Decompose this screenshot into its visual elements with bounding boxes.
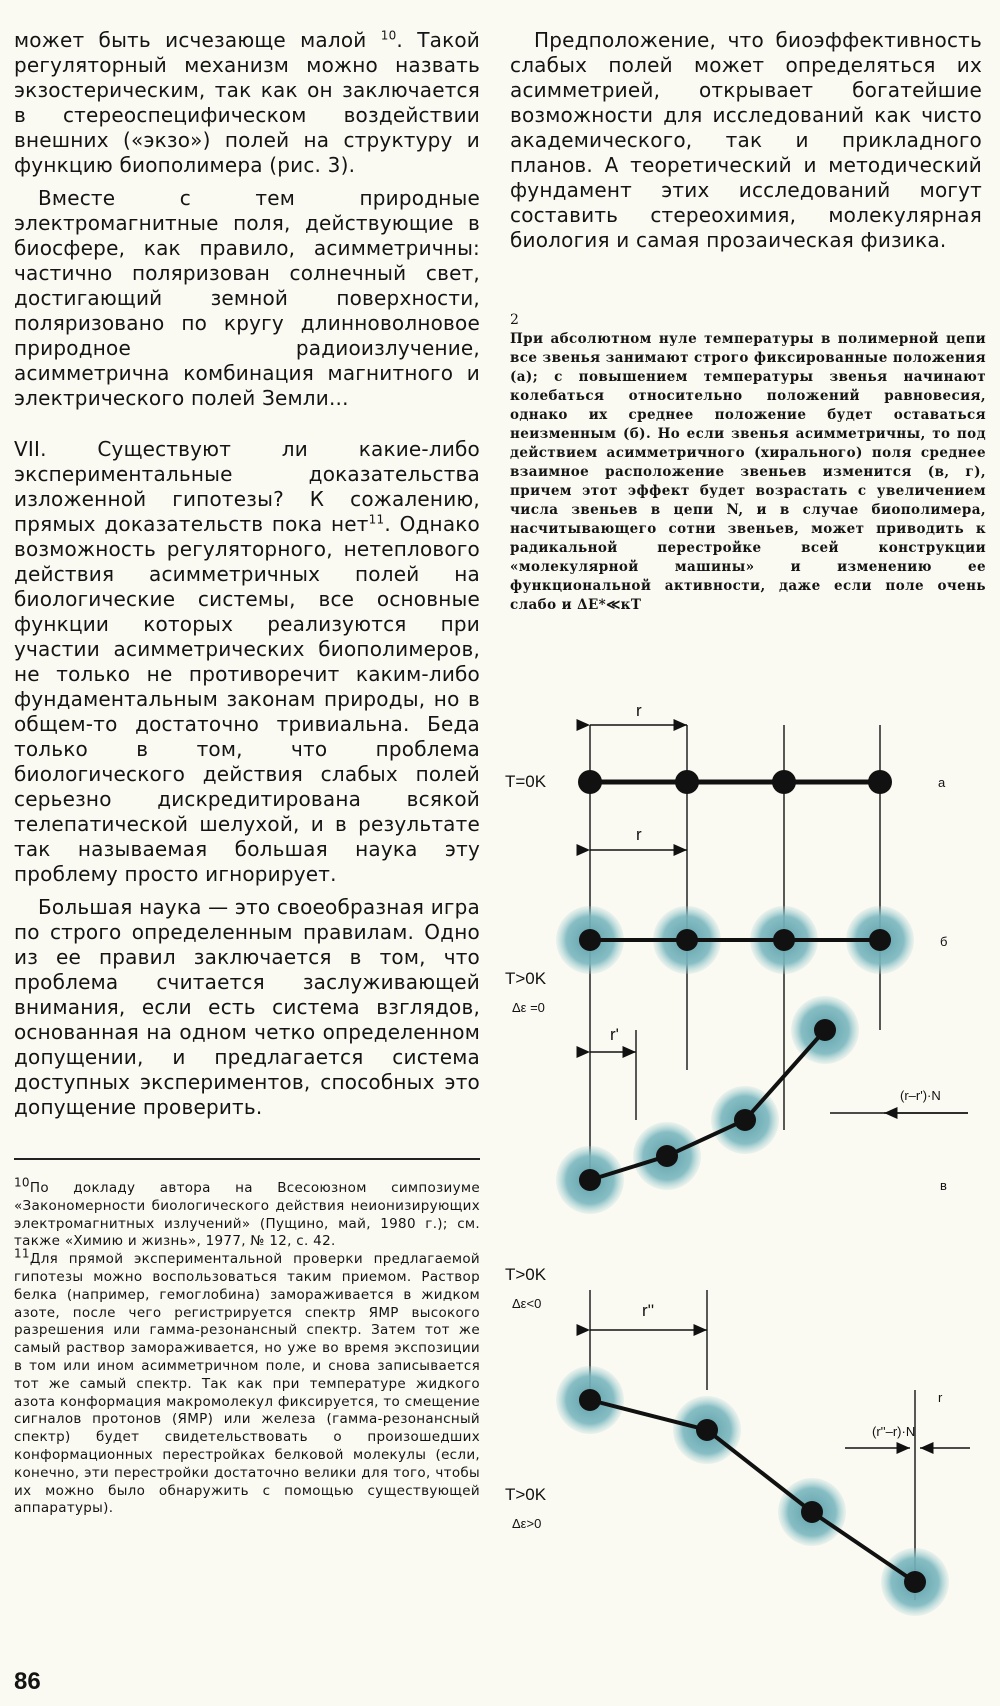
node-g-4 <box>904 1571 926 1593</box>
section-vii-paragraph <box>14 437 480 887</box>
footnote-11-number: 11 <box>14 1246 30 1261</box>
node-b-4 <box>869 929 891 951</box>
node-g-2 <box>696 1419 718 1441</box>
label-r-b: r <box>636 825 642 844</box>
footnote-10-number: 10 <box>14 1175 30 1190</box>
label-a: a <box>938 775 946 790</box>
node-g-3 <box>801 1501 823 1523</box>
figure-caption-text: При абсолютном нуле температуры в полимерной цепи все звенья занимают строго фиксированные положения (а); с повышением температуры звенья начинают колебаться относительно положений равновесия, однако их среднее положение будет оставаться неизменным (б). Но если звенья асимметричны, то под действием асимметричного (хирального) поля среднее взаимное расположение звеньев изменится (в, г), причем этот эффект будет возрастать с увеличением числа звеньев в цепи N, и в случае биополимера, насчитывающего сотни звеньев, может приводить к радикальной перестройке всей конструкции «молекулярной машины» и изменению ее функциональной активности, даже если поле очень слабо и ΔE*≪кT <box>510 331 986 613</box>
left-column <box>14 28 480 1128</box>
node-b-1 <box>579 929 601 951</box>
node-v-1 <box>579 1169 601 1191</box>
label-r-dprime: r'' <box>642 1301 655 1320</box>
node-b-3 <box>773 929 795 951</box>
label-t-zero: T=0K <box>505 772 547 791</box>
node-v-2 <box>656 1145 678 1167</box>
paragraph-2: Вместе с тем природные электромагнитные поля, действующие в биосфере, как правило, асимметричны: частично поляризован солнечный свет, достигающий земной поверхности, поляризовано по кругу длинноволновое природное радиоизлучение, асимметрична комбинация магнитного и электрического полей Земли... <box>14 186 480 410</box>
label-v: в <box>940 1178 947 1193</box>
label-r-prime: r' <box>610 1025 619 1044</box>
label-t-v: T>0K <box>505 1265 547 1284</box>
node-a-3 <box>772 770 796 794</box>
node-a-2 <box>675 770 699 794</box>
footnote-ref-10[interactable]: 10 <box>380 28 397 43</box>
label-r-side: r <box>938 1390 943 1405</box>
section-vii-text: VII. Существуют ли какие-либо экспериментальные доказательства изложенной гипотезы? К сожалению, прямых доказательств пока нет <box>14 437 480 536</box>
footnote-ref-11[interactable]: 11 <box>368 512 385 527</box>
label-b: б <box>940 934 948 949</box>
paragraph-4: Большая наука — это своеобразная игра по строго определенным правилам. Одно из ее правил заключается в том, что проблема считается заслуживающей внимания, если есть система взглядов, основанная на одном четко определенном допущении, и предлагается система доступных экспериментов, способных это допущение проверить. <box>14 895 480 1119</box>
polymer-chain-diagram <box>500 700 990 1660</box>
label-delta-b: Δε =0 <box>512 1000 545 1015</box>
right-paragraph-1: Предположение, что биоэффективность слабых полей может определяться их асимметрией, открывает богатейшие возможности для исследований как чисто академического, так и прикладного планов. А теоретический и методический фундамент этих исследований могут составить стереохимия, молекулярная биология и самая прозаическая физика. <box>510 28 982 252</box>
footnote-divider <box>14 1158 480 1160</box>
figure-number: 2 <box>510 312 519 328</box>
footnote-11-text: Для прямой экспериментальной проверки предлагаемой гипотезы можно воспользоваться таким приемом. Раствор белка (например, гемоглобина) замораживается в жидком азоте, после чего регистрируется спектр ЯМР высокого разрешения или гамма-резонансный спектр. Затем тот же самый раствор замораживается, но уже во время экспозиции в том или ином асимметричном поле, и снова записывается тот же самый спектр. Так как при температуре жидкого азота конформация макромолекул фиксируется, то смещение сигналов протонов (ЯМР) или железа (гамма-резонансный спектр) будет свидетельствовать о произошедших конформационных перестройках белковой молекулы (если, конечно, эти перестройки достаточно велики для того, чтобы их можно было обнаружить с помощью существующей аппаратуры). <box>14 1251 480 1517</box>
node-a-4 <box>868 770 892 794</box>
figure-caption <box>510 312 986 615</box>
label-delta-g: Δε>0 <box>512 1516 542 1531</box>
label-t-b: T>0K <box>505 969 547 988</box>
section-vii-rest: . Однако возможность регуляторного, нетеплового действия асимметричных полей на биологические системы, все основные функции которых реализуются при участии асимметрических биополимеров, не только не противоречит каким-либо фундаментальным законам природы, но в общем-то достаточно тривиальна. Беда только в том, что проблема биологического действия слабых полей серьезно дискредитирована всякой телепатической шелухой, и в результате так называемая большая наука эту проблему просто игнорирует. <box>14 512 480 886</box>
node-a-1 <box>578 770 602 794</box>
footnote-11 <box>14 1246 480 1518</box>
paragraph-1-text: может быть исчезающе малой <box>14 28 367 52</box>
footnote-10 <box>14 1175 480 1251</box>
label-delta-v: Δε<0 <box>512 1296 542 1311</box>
label-r-a: r <box>636 701 642 720</box>
page-number: 86 <box>14 1668 41 1695</box>
node-v-4 <box>814 1019 836 1041</box>
right-column <box>510 28 982 261</box>
paragraph-1-rest: . Такой регуляторный механизм можно назвать экзостерическим, так как он заключается в стереоспецифическом воздействии внешних («экзо») полей на структуру и функцию биополимера (рис. 3). <box>14 28 480 177</box>
label-t-g: T>0K <box>505 1485 547 1504</box>
chain-g <box>590 1400 915 1582</box>
label-rppr: (r''–r)·N <box>872 1424 916 1439</box>
node-g-1 <box>579 1389 601 1411</box>
node-v-3 <box>734 1109 756 1131</box>
footnote-10-text: По докладу автора на Всесоюзном симпозиуме «Закономерности биологического действия неионизирующих электромагнитных излучений» (Пущино, май, 1980 г.); см. также «Химию и жизнь», 1977, № 12, с. 42. <box>14 1180 480 1250</box>
node-b-2 <box>676 929 698 951</box>
label-rrp: (r–r')·N <box>900 1088 941 1103</box>
paragraph-1 <box>14 28 480 178</box>
footnotes <box>14 1175 480 1518</box>
